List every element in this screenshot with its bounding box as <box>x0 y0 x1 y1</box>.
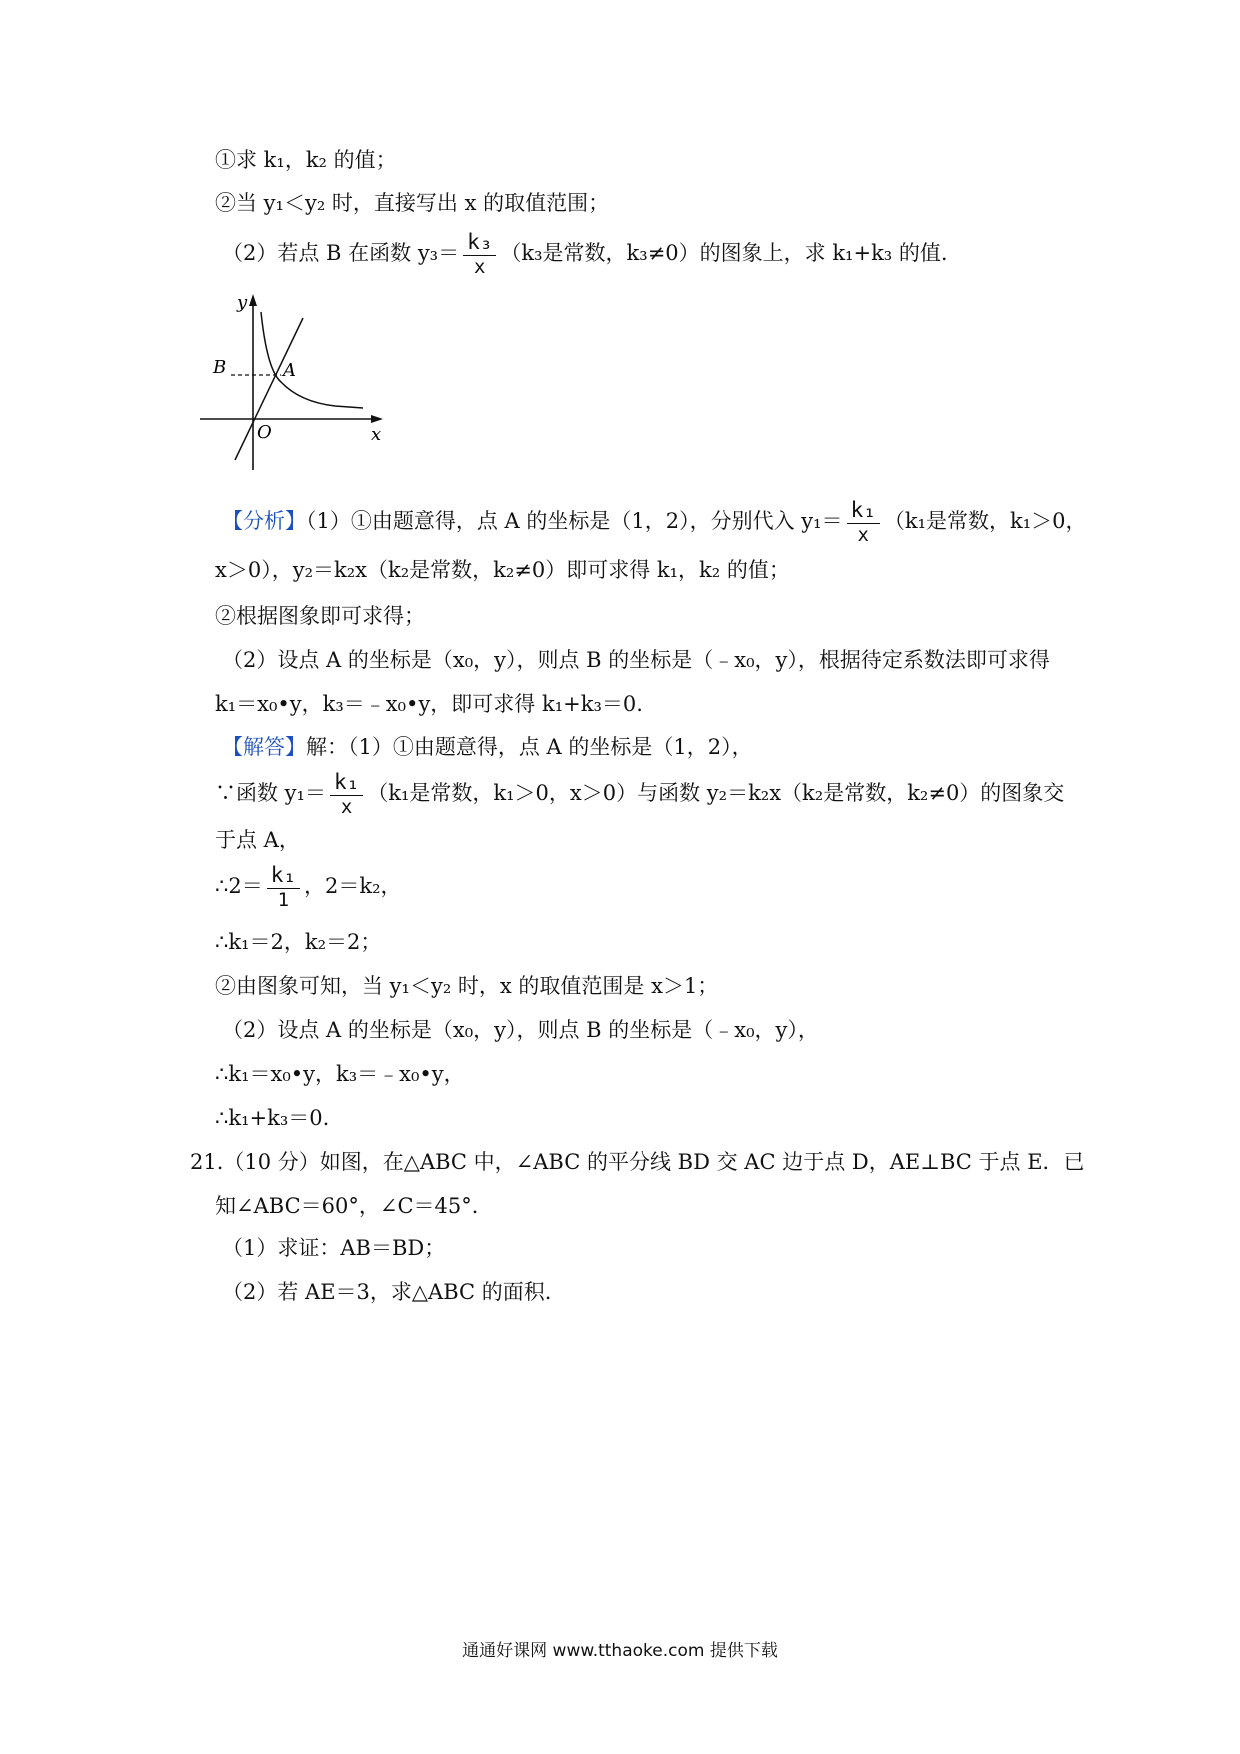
solution-tag: 【解答】 <box>222 735 306 759</box>
solution-line-8: ∴k₁＝x₀•y，k₃＝﹣x₀•y， <box>215 1062 465 1086</box>
fraction-numerator: k₁ <box>847 500 880 524</box>
solution-line-4-pre: ∴2＝ <box>215 874 263 898</box>
solution-line-6: ②由图象可知，当 y₁＜y₂ 时，x 的取值范围是 x＞1； <box>215 974 719 998</box>
fraction-denominator: 1 <box>277 889 290 911</box>
solution-line-2-pre: ∵函数 y₁＝ <box>215 781 326 805</box>
question-line-3 <box>222 232 948 277</box>
solution-line-2 <box>215 772 1064 817</box>
k1-over-x-fraction <box>330 772 363 817</box>
fraction-denominator: x <box>340 796 353 818</box>
analysis-line-4: （2）设点 A 的坐标是（x₀，y），则点 B 的坐标是（﹣x₀，y），根据待定系数法即可求得 <box>222 648 1050 672</box>
fraction-numerator: k₁ <box>267 865 300 889</box>
fraction-numerator: k₁ <box>330 772 363 796</box>
solution-line-2-post: （k₁是常数，k₁＞0，x＞0）与函数 y₂＝k₂x（k₂是常数，k₂≠0）的图象交 <box>367 781 1065 805</box>
analysis-line-2: x＞0），y₂＝k₂x（k₂是常数，k₂≠0）即可求得 k₁，k₂ 的值； <box>215 558 790 582</box>
x-axis-arrow <box>371 415 383 423</box>
k1-over-x-fraction <box>847 500 880 545</box>
fraction-denominator: x <box>857 524 869 546</box>
x-axis-label: x <box>371 424 382 445</box>
function-graph-figure <box>195 290 395 475</box>
solution-line-3: 于点 A， <box>215 828 300 852</box>
analysis-line-3: ②根据图象即可求得； <box>215 604 425 628</box>
question-line-2: ②当 y₁＜y₂ 时，直接写出 x 的取值范围； <box>215 191 610 215</box>
solution-line-9: ∴k₁+k₃＝0. <box>215 1106 330 1130</box>
point-a-label: A <box>283 360 296 381</box>
q21-line-4: （2）若 AE＝3，求△ABC 的面积. <box>222 1280 552 1304</box>
solution-line-4 <box>215 865 402 910</box>
solution-line-1 <box>222 737 753 758</box>
analysis-tag: 【分析】 <box>222 509 306 533</box>
analysis-line-5: k₁＝x₀•y，k₃＝﹣x₀•y，即可求得 k₁+k₃＝0. <box>215 692 643 716</box>
question-line-1: ①求 k₁，k₂ 的值； <box>215 148 397 172</box>
analysis-line-1 <box>222 500 1087 545</box>
k1-over-1-fraction <box>267 865 300 910</box>
k3-over-x-fraction <box>463 232 496 277</box>
hyperbola-curve <box>261 312 363 408</box>
analysis-line-1-pre: （1）①由题意得，点 A 的坐标是（1，2），分别代入 y₁＝ <box>306 509 843 533</box>
point-b-label: B <box>213 357 227 378</box>
origin-label: O <box>257 422 272 443</box>
solution-line-4-post: ，2＝k₂， <box>304 874 402 898</box>
analysis-line-1-post: （k₁是常数，k₁＞0， <box>883 509 1087 533</box>
q21-line-3: （1）求证：AB＝BD； <box>222 1236 446 1260</box>
solution-line-5: ∴k₁＝2，k₂＝2； <box>215 930 382 954</box>
fraction-numerator: k₃ <box>463 232 496 256</box>
page-footer: 通通好课网 www.tthaoke.com 提供下载 <box>462 1641 778 1661</box>
fraction-denominator: x <box>474 256 486 278</box>
y-axis-label: y <box>237 292 248 313</box>
y-axis-arrow <box>249 294 257 306</box>
question-line-3-pre: （2）若点 B 在函数 y₃＝ <box>222 241 460 265</box>
q21-line-2: 知∠ABC＝60°，∠C＝45°． <box>215 1194 493 1218</box>
solution-line-7: （2）设点 A 的坐标是（x₀，y），则点 B 的坐标是（﹣x₀，y）， <box>222 1018 819 1042</box>
q21-line-1: 21.（10 分）如图，在△ABC 中，∠ABC 的平分线 BD 交 AC 边于点 D，AE⊥BC 于点 E．已 <box>190 1150 1085 1174</box>
question-line-3-post: （k₃是常数，k₃≠0）的图象上，求 k₁+k₃ 的值. <box>500 241 948 265</box>
solution-line-1-text: 解：（1）①由题意得，点 A 的坐标是（1，2）， <box>306 735 753 759</box>
